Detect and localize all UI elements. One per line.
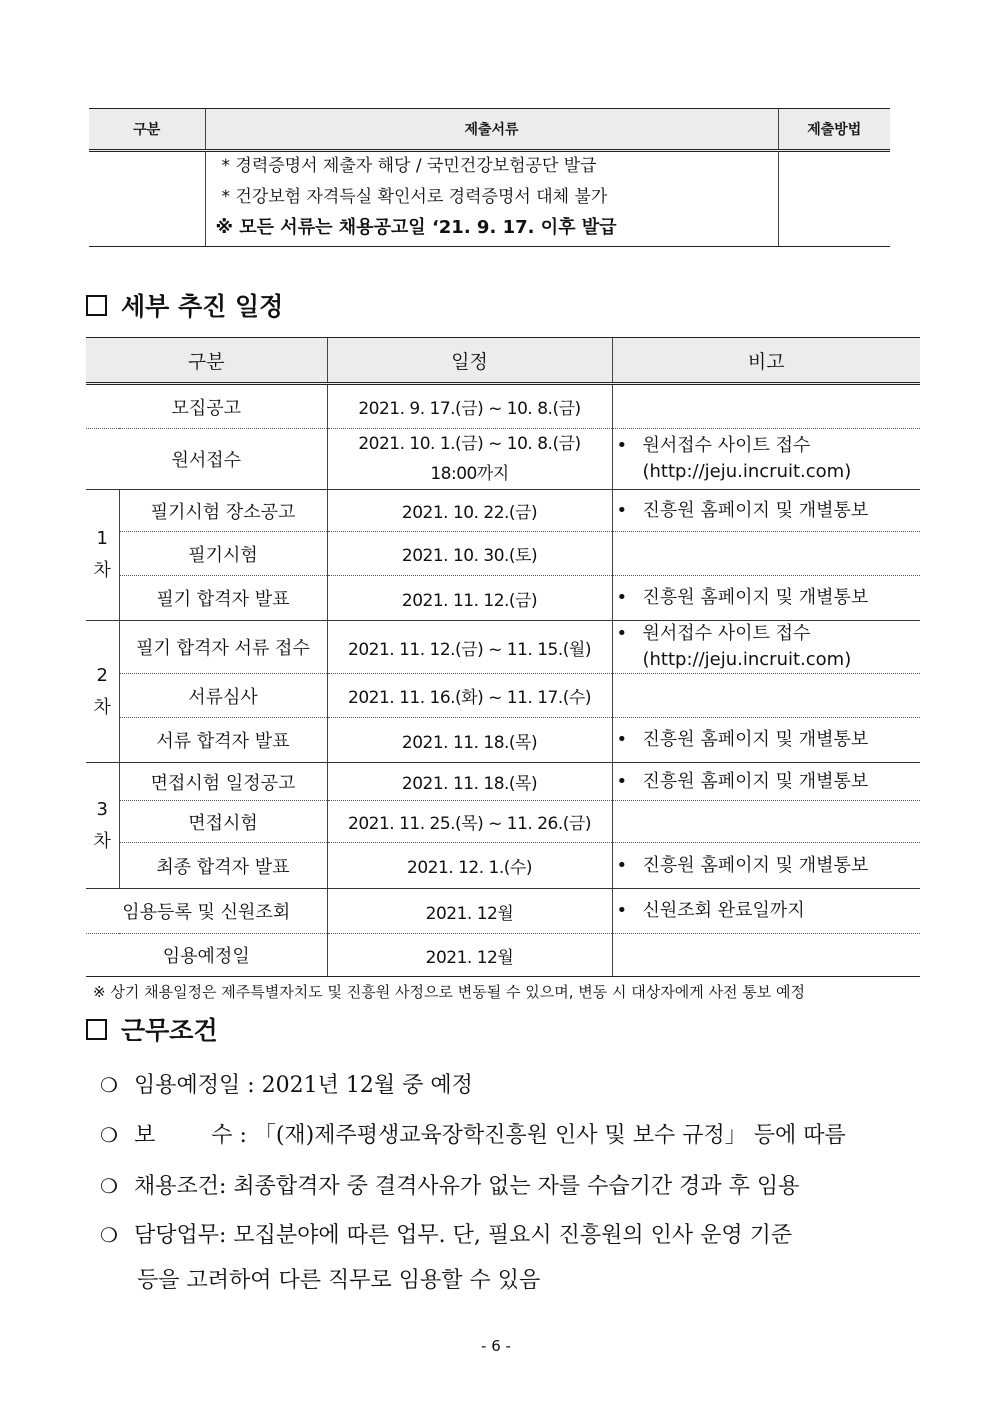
table-row <box>86 889 920 934</box>
row-date: 2021. 11. 12.(금) ~ 11. 15.(월) <box>327 621 612 674</box>
bullet-icon: • <box>616 729 628 750</box>
row-date: 2021. 11. 18.(목) <box>327 763 612 801</box>
row-note <box>612 718 920 763</box>
row-note <box>612 801 920 843</box>
row-date <box>327 429 612 490</box>
row-label: 임용등록 및 신원조회 <box>86 889 327 934</box>
condition-item-salary <box>100 1118 846 1149</box>
docs-cell-method <box>778 151 890 247</box>
condition-text-continued: 등을 고려하여 다른 직무로 임용할 수 있음 <box>137 1268 541 1293</box>
bullet-icon: • <box>616 435 628 456</box>
docs-line-career-cert: * 경력증명서 제출자 해당 / 국민건강보험공단 발급 <box>221 156 597 176</box>
sched-header-category: 구분 <box>86 338 327 384</box>
bullet-icon: • <box>616 623 628 644</box>
table-row <box>86 801 920 843</box>
checkbox-icon <box>86 1019 107 1040</box>
schedule-heading <box>86 287 283 323</box>
page-number: - 6 - <box>481 1337 511 1355</box>
table-row <box>86 576 920 621</box>
row-date: 2021. 11. 25.(목) ~ 11. 26.(금) <box>327 801 612 843</box>
row-note <box>612 674 920 718</box>
table-row <box>86 490 920 532</box>
table-row <box>86 843 920 889</box>
table-row <box>86 384 920 429</box>
row-date: 2021. 11. 18.(목) <box>327 718 612 763</box>
row-note-text: 신원조회 완료일까지 <box>642 900 805 921</box>
row-note-line1: 원서접수 사이트 접수 <box>642 623 811 644</box>
docs-cell-category <box>89 151 205 247</box>
row-date: 2021. 10. 22.(금) <box>327 490 612 532</box>
docs-issue-note: ※ 모든 서류는 채용공고일 ‘21. 9. 17. 이후 발급 <box>215 217 617 238</box>
table-row <box>86 934 920 977</box>
row-note <box>612 490 920 532</box>
row-date-line1: 2021. 10. 1.(금) ~ 10. 8.(금) <box>358 434 581 454</box>
row-note <box>612 621 920 674</box>
table-row <box>86 763 920 801</box>
row-date: 2021. 10. 30.(토) <box>327 532 612 576</box>
row-note <box>612 763 920 801</box>
phase-1-label: 1 차 <box>86 490 119 621</box>
docs-cell-documents <box>205 151 778 247</box>
circle-bullet-icon: ❍ <box>100 1123 118 1147</box>
row-label: 모집공고 <box>86 384 327 429</box>
row-label: 서류 합격자 발표 <box>119 718 327 763</box>
row-date-line2: 18:00까지 <box>430 464 509 484</box>
row-note <box>612 889 920 934</box>
phase-2-label: 2 차 <box>86 621 119 763</box>
condition-text: 보 수 : 「(재)제주평생교육장학진흥원 인사 및 보수 규정」 등에 따름 <box>134 1123 846 1148</box>
row-label: 원서접수 <box>86 429 327 490</box>
row-label: 필기시험 <box>119 532 327 576</box>
table-row <box>86 532 920 576</box>
row-label: 필기 합격자 서류 접수 <box>119 621 327 674</box>
row-date: 2021. 12월 <box>327 889 612 934</box>
condition-item-duties <box>100 1213 910 1303</box>
row-label: 면접시험 일정공고 <box>119 763 327 801</box>
row-date: 2021. 11. 12.(금) <box>327 576 612 621</box>
docs-line-insurance-cert: * 건강보험 자격득실 확인서로 경력증명서 대체 불가 <box>221 187 608 207</box>
checkbox-icon <box>86 295 107 316</box>
row-note-text: 진흥원 홈페이지 및 개별통보 <box>642 587 869 608</box>
row-note <box>612 576 920 621</box>
docs-header-method: 제출방법 <box>778 109 890 151</box>
circle-bullet-icon: ❍ <box>100 1174 118 1198</box>
docs-header-category: 구분 <box>89 109 205 151</box>
sched-header-schedule: 일정 <box>327 338 612 384</box>
schedule-heading-text: 세부 추진 일정 <box>121 292 284 321</box>
table-row <box>86 621 920 674</box>
row-label: 최종 합격자 발표 <box>119 843 327 889</box>
schedule-table <box>86 337 920 977</box>
schedule-footnote: ※ 상기 채용일정은 제주특별자치도 및 진흥원 사정으로 변동될 수 있으며, 변동 시 대상자에게 사전 통보 예정 <box>93 983 805 1001</box>
docs-header-documents: 제출서류 <box>205 109 778 151</box>
row-note-line2: (http://jeju.incruit.com) <box>642 461 852 482</box>
bullet-icon: • <box>616 587 628 608</box>
row-note-line2: (http://jeju.incruit.com) <box>642 649 852 670</box>
row-date: 2021. 9. 17.(금) ~ 10. 8.(금) <box>327 384 612 429</box>
row-note <box>612 532 920 576</box>
row-note-text: 진흥원 홈페이지 및 개별통보 <box>642 499 869 521</box>
bullet-icon: • <box>616 770 628 792</box>
row-label: 필기 합격자 발표 <box>119 576 327 621</box>
row-note <box>612 934 920 977</box>
row-note-text: 진흥원 홈페이지 및 개별통보 <box>642 770 869 792</box>
row-note <box>612 384 920 429</box>
phase-3-label: 3 차 <box>86 763 119 889</box>
row-label: 면접시험 <box>119 801 327 843</box>
sched-header-remarks: 비고 <box>612 338 920 384</box>
row-label: 서류심사 <box>119 674 327 718</box>
row-label: 필기시험 장소공고 <box>119 490 327 532</box>
row-date: 2021. 12월 <box>327 934 612 977</box>
table-row <box>86 718 920 763</box>
condition-text: 임용예정일 : 2021년 12월 중 예정 <box>134 1073 473 1098</box>
row-note-text: 진흥원 홈페이지 및 개별통보 <box>642 729 869 750</box>
conditions-heading-text: 근무조건 <box>121 1016 218 1045</box>
row-note-line1: 원서접수 사이트 접수 <box>642 435 811 456</box>
row-note <box>612 429 920 490</box>
row-label: 임용예정일 <box>86 934 327 977</box>
bullet-icon: • <box>616 900 628 921</box>
condition-item-appointment-date <box>100 1068 473 1099</box>
condition-text: 담당업무: 모집분야에 따른 업무. 단, 필요시 진흥원의 인사 운영 기준 <box>134 1223 793 1248</box>
bullet-icon: • <box>616 499 628 521</box>
condition-item-hiring-terms <box>100 1169 799 1200</box>
row-date: 2021. 12. 1.(수) <box>327 843 612 889</box>
table-row <box>86 429 920 490</box>
bullet-icon: • <box>616 854 628 876</box>
circle-bullet-icon: ❍ <box>100 1073 118 1097</box>
condition-text: 채용조건: 최종합격자 중 결격사유가 없는 자를 수습기간 경과 후 임용 <box>134 1174 800 1199</box>
row-date: 2021. 11. 16.(화) ~ 11. 17.(수) <box>327 674 612 718</box>
table-row <box>86 674 920 718</box>
documents-table <box>89 108 890 247</box>
circle-bullet-icon: ❍ <box>100 1223 118 1247</box>
row-note <box>612 843 920 889</box>
row-note-text: 진흥원 홈페이지 및 개별통보 <box>642 854 869 876</box>
conditions-heading <box>86 1011 218 1047</box>
